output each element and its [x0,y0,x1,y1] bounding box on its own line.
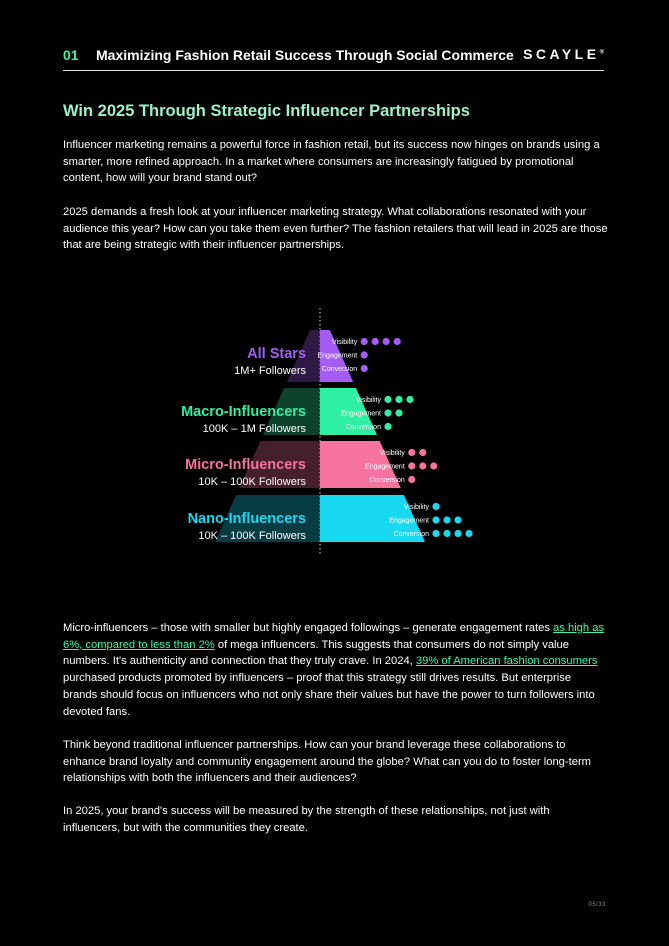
all-stars-visibility-dot [372,338,379,345]
micro-influencers-visibility-dot [408,449,415,456]
nano-influencers-tier-followers: 10K – 100K Followers [198,530,306,542]
influencer-pyramid-chart [0,300,669,570]
macro-influencers-visibility-dot [406,396,413,403]
micro-influencer-paragraph [63,620,608,720]
logo-text: SCAYLE [523,46,600,62]
all-stars-conversion-label: Conversion [321,366,358,373]
all-stars-tier-name: All Stars [247,346,306,362]
nano-influencers-visibility-label: Visibility [403,504,429,511]
micro-influencers-conversion-label: Conversion [369,477,405,484]
fashion-consumers-link[interactable]: 39% of American fashion consumers [415,655,598,668]
micro-influencers-conversion-dot [408,476,415,483]
partnership-paragraph: Think beyond traditional influencer partnerships. How can your brand leverage these collaborations to enhance brand loyalty and community engagement around the globe? What can you do to foster long-term relationships with both the influencers and their audiences? [63,739,592,785]
nano-influencers-conversion-dot [432,530,439,537]
micro-influencers-tier-name: Micro-Influencers [185,457,306,473]
macro-influencers-engagement-dot [395,409,402,416]
macro-influencers-visibility-dot [395,396,402,403]
all-stars-visibility-label: Visibility [332,339,358,346]
all-stars-engagement-dot [361,351,368,358]
p3-text-2: of mega influencers. This suggests that consumers do not simply value numbers. It's authenticity and connection that they truly crave. In 2024, [63,638,569,668]
nano-influencers-engagement-dot [454,516,461,523]
closing-paragraph: In 2025, your brand's success will be measured by the strength of these relationships, not just with influencers, but with the communities they create. [63,805,550,834]
strategy-paragraph: 2025 demands a fresh look at your influencer marketing strategy. What collaborations resonated with your audience this year? How can you take them even further? The fashion retailers that will lead in 2025 are those that are being strategic with their influencer partnerships. [63,206,608,252]
macro-influencers-tier-followers: 100K – 1M Followers [202,423,306,435]
page-header [63,46,604,71]
micro-influencers-engagement-label: Engagement [365,463,405,471]
macro-influencers-tier-name: Macro-Influencers [181,404,306,420]
macro-influencers-visibility-dot [384,396,391,403]
macro-influencers-engagement-dot [384,409,391,416]
all-stars-visibility-dot [394,338,401,345]
macro-influencers-visibility-label: Visibility [355,397,381,404]
all-stars-visibility-dot [361,338,368,345]
page-number: 05/33 [588,902,606,908]
micro-influencers-visibility-dot [419,449,426,456]
nano-influencers-engagement-dot [432,516,439,523]
micro-influencers-tier-followers: 10K – 100K Followers [198,476,306,488]
all-stars-tier-followers: 1M+ Followers [234,365,306,377]
micro-influencers-engagement-dot [408,462,415,469]
nano-influencers-engagement-dot [443,516,450,523]
micro-influencers-engagement-dot [430,462,437,469]
nano-influencers-visibility-dot [432,503,439,510]
intro-paragraph: Influencer marketing remains a powerful force in fashion retail, but its success now hinges on brands using a smarter, more refined approach. In a market where consumers are increasingly fatigued by promotional content, how will your brand stand out? [63,139,600,185]
nano-influencers-tier-name: Nano-Influencers [187,511,306,527]
macro-influencers-conversion-dot [384,423,391,430]
section-title: Maximizing Fashion Retail Success Through Social Commerce [96,47,514,63]
nano-influencers-engagement-label: Engagement [389,517,429,525]
nano-influencers-conversion-dot [443,530,450,537]
page-heading: Win 2025 Through Strategic Influencer Partnerships [63,102,470,120]
macro-influencers-engagement-label: Engagement [341,410,381,418]
nano-influencers-conversion-label: Conversion [393,531,429,538]
scayle-logo [523,46,604,62]
micro-influencers-visibility-label: Visibility [379,450,405,457]
engagement-rate-link[interactable]: as high as 6%, compared to less than 2% [63,622,605,651]
p3-text-3: purchased products promoted by influencers – proof that this strategy still drives results. But enterprise brands should focus on influencers who not only share their values but have the power to turn followers into devoted fans. [63,672,595,718]
registered-mark: ® [599,49,604,56]
macro-influencers-conversion-label: Conversion [345,424,381,431]
nano-influencers-conversion-dot [465,530,472,537]
section-number: 01 [63,47,79,63]
nano-influencers-conversion-dot [454,530,461,537]
micro-influencers-engagement-dot [419,462,426,469]
all-stars-engagement-label: Engagement [317,352,358,360]
p3-text-1: Micro-influencers – those with smaller but highly engaged followings – generate engagement rates [63,622,554,634]
all-stars-conversion-dot [361,365,368,372]
all-stars-visibility-dot [383,338,390,345]
